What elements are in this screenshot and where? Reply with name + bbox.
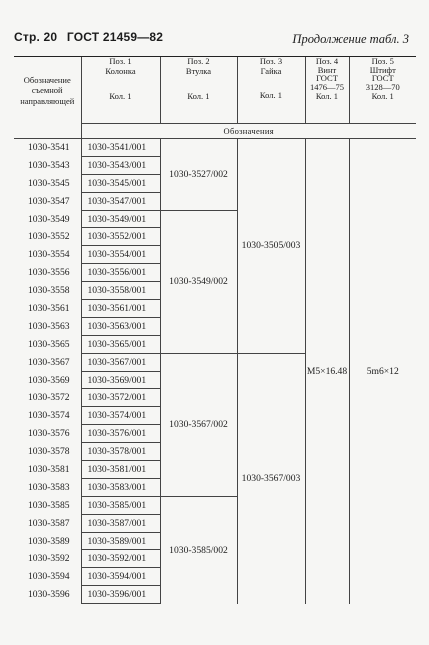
- header-col-3: [237, 57, 305, 124]
- row-designation: 1030-3578: [28, 446, 70, 458]
- header-col-4: [305, 57, 349, 124]
- row-designation: 1030-3552: [28, 231, 70, 243]
- standard-number: ГОСТ 21459—82: [66, 30, 164, 44]
- col4-stdnum: 1476—75: [310, 81, 344, 92]
- row-column: 1030-3578/001: [81, 443, 160, 461]
- row-designation: 1030-3549: [28, 213, 70, 225]
- row-designation: 1030-3541: [28, 142, 70, 154]
- row-column: 1030-3594/001: [81, 568, 160, 586]
- col2-pos: Поз. 2: [187, 56, 210, 66]
- row-designation: 1030-3567: [28, 356, 70, 368]
- row-column: 1030-3581/001: [81, 461, 160, 479]
- row-designation: 1030-3583: [28, 481, 70, 493]
- row-column: 1030-3547/001: [81, 192, 160, 210]
- header-col-1: [81, 57, 160, 124]
- bushing-cell: 1030-3549/002: [160, 210, 237, 353]
- row-column: 1030-3541/001: [81, 139, 160, 157]
- row-designation: 1030-3543: [28, 159, 70, 171]
- designations-row-blank: [14, 124, 81, 139]
- col4-qty: Кол. 1: [315, 91, 339, 101]
- row-column: 1030-3576/001: [81, 425, 160, 443]
- bushing-cell: 1030-3527/002: [160, 139, 237, 211]
- col5-pos: Поз. 5: [371, 56, 394, 66]
- row-designation: 1030-3561: [28, 302, 70, 314]
- row-designation: 1030-3563: [28, 320, 70, 332]
- row-column: 1030-3543/001: [81, 156, 160, 174]
- row-column: 1030-3554/001: [81, 246, 160, 264]
- row-column: 1030-3572/001: [81, 389, 160, 407]
- row-designation: 1030-3592: [28, 553, 70, 565]
- row-designation: 1030-3565: [28, 338, 70, 350]
- header-designation: Обозначение съемной направляющей: [14, 57, 81, 124]
- col1-name: Колонка: [105, 65, 136, 76]
- row-column: 1030-3583/001: [81, 478, 160, 496]
- row-designation: 1030-3587: [28, 517, 70, 529]
- table-continuation-title: Продолжение табл. 3: [292, 32, 409, 46]
- screw-cell: M5×16.48: [305, 139, 349, 604]
- col1-pos: Поз. 1: [109, 56, 132, 66]
- col2-qty: Кол. 1: [187, 91, 210, 101]
- row-designation: 1030-3574: [28, 410, 70, 422]
- col5-qty: Кол. 1: [371, 91, 394, 101]
- col4-name: Винт: [317, 64, 337, 75]
- row-column: 1030-3569/001: [81, 371, 160, 389]
- row-designation: 1030-3558: [28, 285, 70, 297]
- row-designation: 1030-3554: [28, 249, 70, 261]
- row-designation: 1030-3547: [28, 195, 70, 207]
- col3-name: Гайка: [260, 65, 282, 76]
- row-column: 1030-3549/001: [81, 210, 160, 228]
- header-col-2: [160, 57, 237, 124]
- col3-qty: Кол. 1: [259, 90, 283, 100]
- row-column: 1030-3596/001: [81, 586, 160, 604]
- nut-cell: 1030-3567/003: [237, 353, 305, 603]
- row-designation: 1030-3596: [28, 589, 70, 601]
- nut-cell: 1030-3505/003: [237, 139, 305, 354]
- table-row: [14, 139, 416, 157]
- row-column: 1030-3589/001: [81, 532, 160, 550]
- row-column: 1030-3585/001: [81, 496, 160, 514]
- row-designation: 1030-3594: [28, 571, 70, 583]
- col5-stdnum: 3128—70: [365, 81, 400, 92]
- bushing-cell: 1030-3585/002: [160, 496, 237, 603]
- page-number: Стр. 20: [14, 30, 58, 44]
- pin-cell: 5m6×12: [366, 365, 399, 377]
- col4-pos: Поз. 4: [315, 56, 339, 66]
- row-column: 1030-3567/001: [81, 353, 160, 371]
- row-designation: 1030-3545: [28, 177, 70, 189]
- row-column: 1030-3563/001: [81, 317, 160, 335]
- row-column: 1030-3592/001: [81, 550, 160, 568]
- row-designation: 1030-3585: [28, 499, 70, 511]
- row-designation: 1030-3569: [28, 374, 70, 386]
- row-designation: 1030-3589: [28, 535, 70, 547]
- designations-label: Обозначения: [81, 124, 416, 139]
- row-column: 1030-3558/001: [81, 282, 160, 300]
- row-column: 1030-3587/001: [81, 514, 160, 532]
- row-column: 1030-3561/001: [81, 300, 160, 318]
- row-column: 1030-3565/001: [81, 335, 160, 353]
- col2-name: Втулка: [185, 65, 212, 76]
- row-designation: 1030-3581: [28, 463, 70, 475]
- bushing-cell: 1030-3567/002: [160, 353, 237, 496]
- col4-std: ГОСТ: [316, 73, 338, 83]
- row-column: 1030-3545/001: [81, 174, 160, 192]
- header-col-5: [349, 57, 416, 124]
- row-designation: 1030-3556: [28, 267, 70, 279]
- page-header: [14, 30, 163, 44]
- row-designation: 1030-3576: [28, 428, 70, 440]
- row-column: 1030-3574/001: [81, 407, 160, 425]
- col3-pos: Поз. 3: [259, 56, 283, 66]
- col5-std: ГОСТ: [371, 73, 394, 83]
- row-designation: 1030-3572: [28, 392, 70, 404]
- spec-table: [14, 56, 416, 604]
- col1-qty: Кол. 1: [109, 91, 132, 101]
- row-column: 1030-3556/001: [81, 264, 160, 282]
- row-column: 1030-3552/001: [81, 228, 160, 246]
- col5-name: Штифт: [369, 64, 396, 75]
